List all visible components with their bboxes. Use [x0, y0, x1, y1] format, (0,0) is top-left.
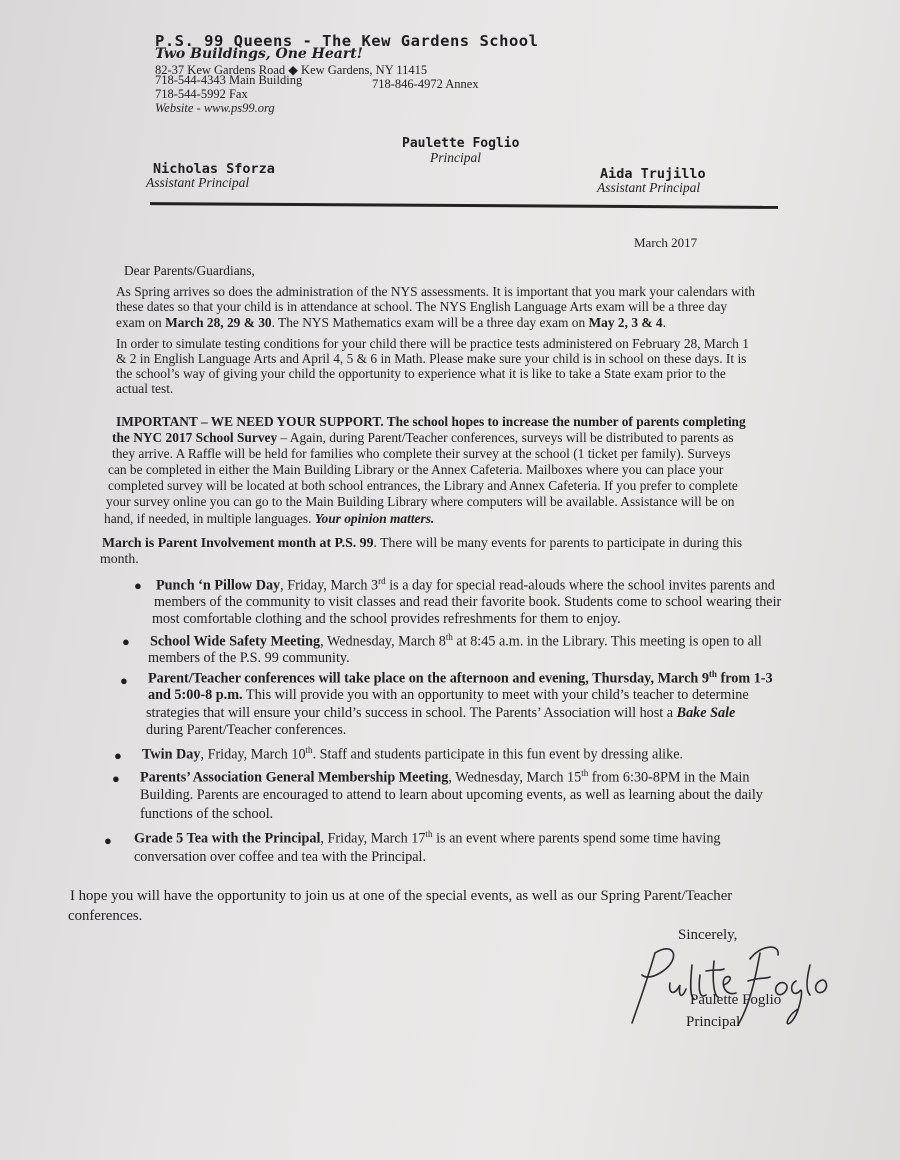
bullet-icon: ● — [104, 833, 112, 848]
handwritten-signature — [620, 925, 870, 1035]
letter-date: March 2017 — [634, 235, 698, 250]
school-address: 82-37 Kew Gardens Road ◆ Kew Gardens, NY 11415 — [155, 63, 428, 77]
bullet-icon: ● — [112, 771, 120, 786]
event-line: School Wide Safety Meeting, Wednesday, March 8th at 8:45 a.m. in the Library. This meeting is open to all — [150, 632, 762, 650]
school-name: P.S. 99 Queens - The Kew Gardens School — [155, 32, 539, 50]
assistant-principal-1-name: Nicholas Sforza — [153, 161, 275, 177]
website: Website - www.ps99.org — [155, 101, 275, 115]
paragraph-line: your survey online you can go to the Main Building Library where computers will be available. Assistance will be on — [106, 494, 735, 509]
fax-number: 718-544-5992 Fax — [155, 87, 248, 101]
assistant-principal-1-title: Assistant Principal — [146, 175, 250, 190]
bullet-icon: ● — [114, 748, 122, 763]
bullet-icon: ● — [120, 673, 128, 688]
event-line: strategies that will ensure your child’s success in school. The Parents’ Association will host a Bake Sale — [146, 705, 736, 721]
paragraph-line: IMPORTANT – WE NEED YOUR SUPPORT. The school hopes to increase the number of parents completing — [116, 414, 746, 429]
principal-name: Paulette Foglio — [402, 136, 520, 151]
event-line: most comfortable clothing and the school provides refreshments for them to enjoy. — [152, 611, 621, 627]
principal-title: Principal — [430, 150, 481, 165]
event-line: Twin Day, Friday, March 10th. Staff and students participate in this fun event by dressing alike. — [142, 745, 684, 763]
paragraph-line: completed survey will be located at both school entrances, the Library and Annex Cafeteria. If you prefer to complete — [108, 478, 738, 493]
signer-title: Principal — [686, 1014, 741, 1030]
assistant-principal-2-title: Assistant Principal — [597, 180, 701, 195]
event-line: Punch ‘n Pillow Day, Friday, March 3rd is a day for special read-alouds where the school invites parents and — [156, 576, 775, 594]
paragraph-line: the school’s way of giving your child the opportunity to experience what it is like to take a State exam prior to the — [116, 366, 726, 381]
school-motto: Two Buildings, One Heart! — [155, 46, 363, 62]
event-line: and 5:00-8 p.m. This will provide you with an opportunity to meet with your child’s teacher to determine — [148, 687, 749, 703]
event-line: members of the P.S. 99 community. — [148, 650, 350, 666]
assistant-principal-2-name: Aida Trujillo — [600, 166, 706, 182]
paragraph-line: these dates so that your child is in attendance at school. The NYS English Language Arts exam will be a three day — [116, 299, 728, 314]
event-line: Parents’ Association General Membership Meeting, Wednesday, March 15th from 6:30-8PM in the Main — [140, 768, 750, 786]
event-line: Grade 5 Tea with the Principal, Friday, March 17th is an event where parents spend some time having — [134, 829, 721, 847]
event-line: Building. Parents are encouraged to attend to learn about upcoming events, as well as learning about the daily — [140, 787, 763, 803]
phone-annex: 718-846-4972 Annex — [372, 77, 479, 91]
event-line: Parent/Teacher conferences will take place on the afternoon and evening, Thursday, March 9th from 1-3 — [148, 669, 773, 687]
paragraph-line: I hope you will have the opportunity to join us at one of the special events, as well as our Spring Parent/Teacher — [70, 888, 733, 904]
paragraph-line: In order to simulate testing conditions for your child there will be practice tests administered on February 28, March 1 — [116, 336, 749, 351]
paragraph-line: As Spring arrives so does the administration of the NYS assessments. It is important that you mark your calendars with — [116, 284, 755, 299]
sincerely: Sincerely, — [678, 927, 738, 943]
signer-name: Paulette Foglio — [690, 992, 782, 1008]
event-line: functions of the school. — [140, 806, 274, 822]
paragraph-line: actual test. — [116, 381, 174, 396]
phone-main: 718-544-4343 Main Building — [155, 73, 303, 87]
paragraph-line: they arrive. A Raffle will be held for families who complete their survey at the school (1 ticket per family). Surveys — [112, 446, 731, 461]
paragraph-line: exam on March 28, 29 & 30. The NYS Mathematics exam will be a three day exam on May 2, 3 & 4. — [116, 315, 666, 330]
paragraph-line: March is Parent Involvement month at P.S. 99. There will be many events for parents to participate in during this — [102, 535, 743, 550]
event-line: during Parent/Teacher conferences. — [146, 722, 347, 738]
paragraph-line: & 2 in English Language Arts and April 4, 5 & 6 in Math. Please make sure your child is in school on these days. It is — [116, 351, 747, 366]
event-line: members of the community to visit classes and read their favorite book. Students come to school wearing their — [154, 594, 782, 610]
paragraph-line: the NYC 2017 School Survey – Again, during Parent/Teacher conferences, surveys will be distributed to parents as — [112, 430, 734, 445]
event-line: conversation over coffee and tea with the Principal. — [134, 849, 427, 865]
bullet-icon: ● — [134, 578, 142, 593]
paragraph-line: month. — [100, 551, 139, 566]
paragraph-line: conferences. — [68, 908, 143, 924]
paragraph-line: hand, if needed, in multiple languages. Your opinion matters. — [104, 511, 435, 526]
paragraph-line: can be completed in either the Main Building Library or the Annex Cafeteria. Mailboxes where you can place your — [108, 462, 724, 477]
salutation: Dear Parents/Guardians, — [124, 263, 255, 278]
bullet-icon: ● — [122, 634, 130, 649]
